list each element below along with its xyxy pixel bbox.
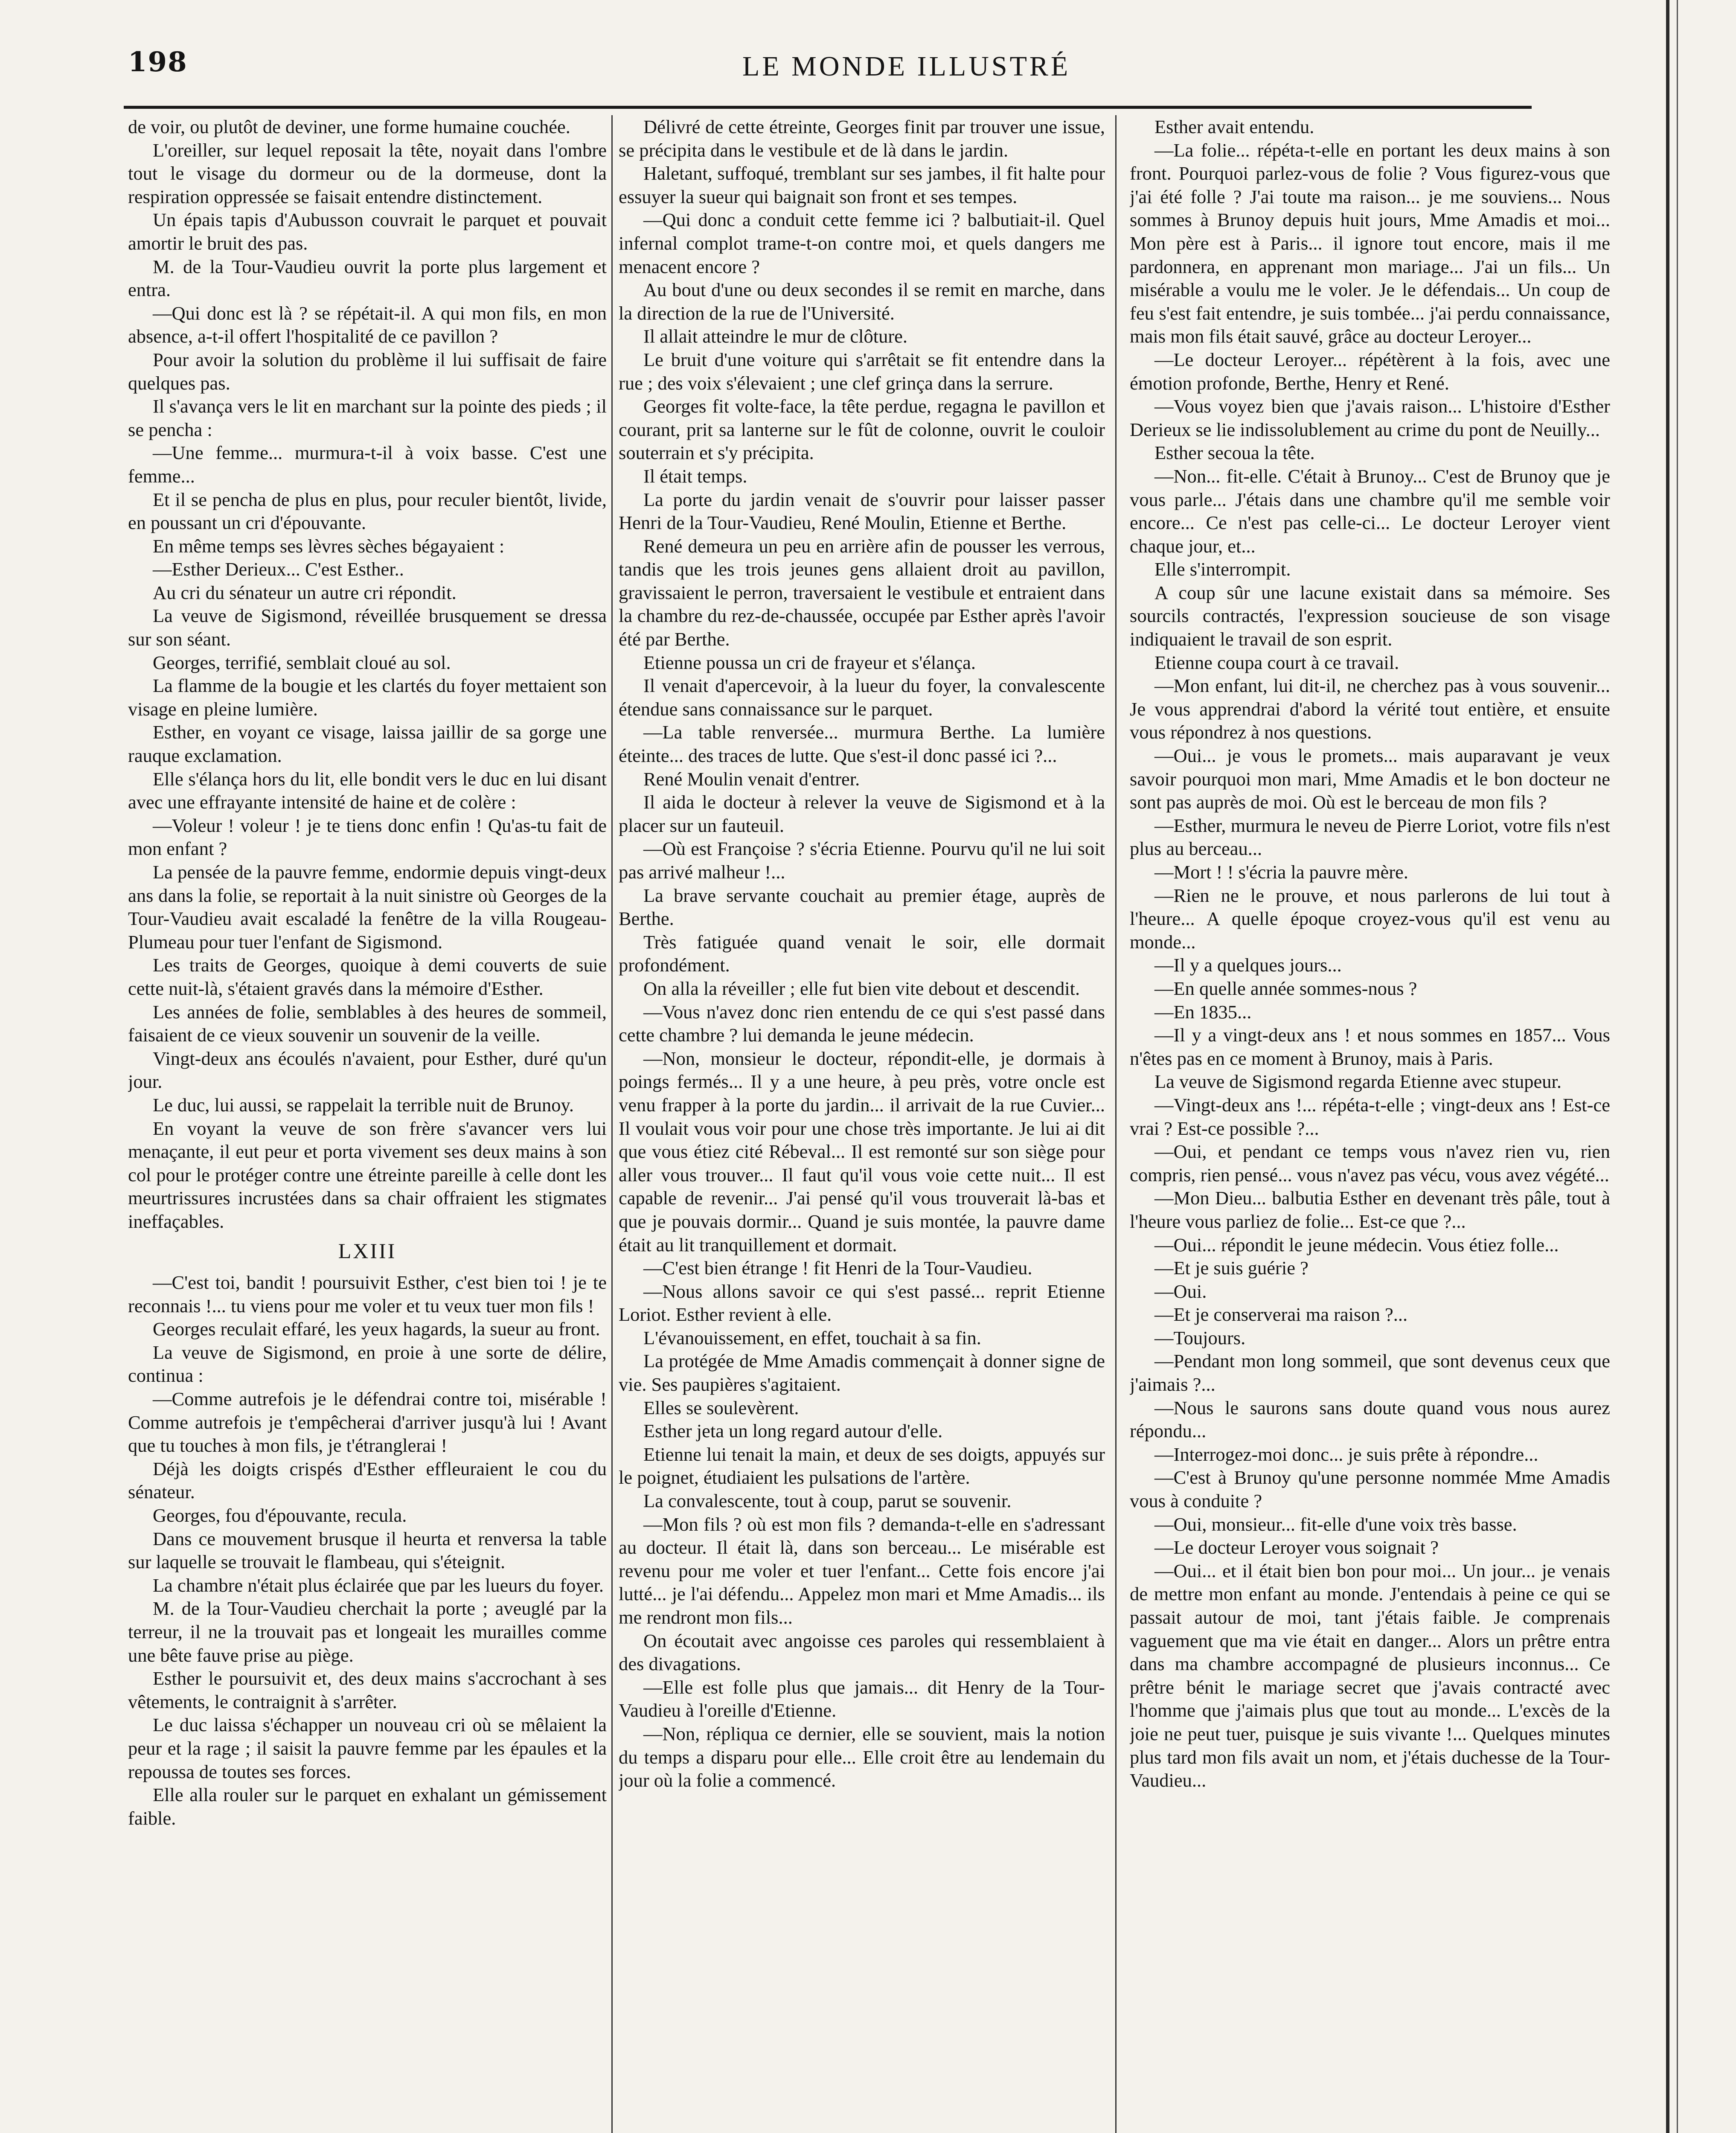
paragraph: —Non... fit-elle. C'était à Brunoy... C'est de Brunoy que je vous parle... J'étais dans une chambre qu'il me semble voir encore... Ce n'est pas celle-ci... Le docteur Leroyer vient chaque jour, et...	[1130, 465, 1610, 557]
page-binding-edge-shadow	[1677, 0, 1678, 2133]
paragraph: —Oui, et pendant ce temps vous n'avez rien vu, rien compris, rien pensé... vous n'avez pas vécu, vous avez végété...	[1130, 1141, 1610, 1186]
paragraph: On écoutait avec angoisse ces paroles qui ressemblaient à des divagations.	[619, 1630, 1105, 1675]
paragraph: —En 1835...	[1154, 1001, 1252, 1023]
paragraph: —Elle est folle plus que jamais... dit Henry de la Tour-Vaudieu à l'oreille d'Etienne.	[619, 1676, 1105, 1721]
paragraph: —C'est toi, bandit ! poursuivit Esther, c'est bien toi ! je te reconnais !... tu viens pour me voler et tu veux tuer mon fils !	[128, 1272, 607, 1316]
paragraph: —Vingt-deux ans !... répéta-t-elle ; vingt-deux ans ! Est-ce vrai ? Est-ce possible ?...	[1130, 1094, 1610, 1139]
paragraph: de voir, ou plutôt de deviner, une forme humaine couchée.	[128, 116, 570, 137]
paragraph: Délivré de cette étreinte, Georges finit par trouver une issue, se précipita dans le vestibule et de là dans le jardin.	[619, 116, 1105, 161]
paragraph: En même temps ses lèvres sèches bégayaient :	[153, 535, 505, 557]
paragraph: —Vous n'avez donc rien entendu de ce qui s'est passé dans cette chambre ? lui demanda le jeune médecin.	[619, 1001, 1105, 1046]
journal-title: LE MONDE ILLUSTRÉ	[742, 51, 1071, 82]
paragraph: —Mon Dieu... balbutia Esther en devenant très pâle, tout à l'heure vous parliez de folie... Est-ce que ?...	[1130, 1187, 1610, 1232]
paragraph: Etienne lui tenait la main, et deux de ses doigts, appuyés sur le poignet, étudiaient les pulsations de l'artère.	[619, 1443, 1105, 1488]
paragraph: —Il y a quelques jours...	[1154, 954, 1342, 976]
paragraph: —Toujours.	[1154, 1327, 1246, 1348]
column-3	[1130, 115, 1610, 2133]
paragraph: —La folie... répéta-t-elle en portant les deux mains à son front. Pourquoi parlez-vous de folie ? Vous figurez-vous que j'ai été folle ? J'ai toute ma raison... je me souviens... Nous sommes à Brunoy depuis huit jours, Mme Amadis et moi... Mon père est à Paris... il ignore tout encore, mais il me pardonnera, en apprenant mon mariage... J'ai un fils... Un misérable a voulu me le voler. Je le défendais... Un coup de feu s'est fait entendre, je suis tombée... j'ai perdu connaissance, mais mon fils était sauvé, grâce au docteur Leroyer...	[1130, 139, 1610, 347]
column-divider-2	[1115, 115, 1117, 2133]
paragraph: Elle s'élança hors du lit, elle bondit vers le duc en lui disant avec une effrayante intensité de haine et de colère :	[128, 768, 607, 813]
paragraph: Il aida le docteur à relever la veuve de Sigismond et à la placer sur un fauteuil.	[619, 791, 1105, 836]
paragraph: Haletant, suffoqué, tremblant sur ses jambes, il fit halte pour essuyer la sueur qui baignait son front et ses tempes.	[619, 163, 1105, 207]
paragraph: Dans ce mouvement brusque il heurta et renversa la table sur laquelle se trouvait le flambeau, qui s'éteignit.	[128, 1528, 607, 1573]
paragraph: —Il y a vingt-deux ans ! et nous sommes en 1857... Vous n'êtes pas en ce moment à Brunoy, mais à Paris.	[1130, 1024, 1610, 1069]
paragraph: Il venait d'apercevoir, à la lueur du foyer, la convalescente étendue sans connaissance sur le parquet.	[619, 675, 1105, 720]
paragraph: —Esther Derieux... C'est Esther..	[153, 558, 404, 580]
paragraph: Très fatiguée quand venait le soir, elle dormait profondément.	[619, 931, 1105, 976]
paragraph: Un épais tapis d'Aubusson couvrait le parquet et pouvait amortir le bruit des pas.	[128, 209, 607, 254]
paragraph: L'évanouissement, en effet, touchait à sa fin.	[643, 1327, 981, 1348]
paragraph: —Oui, monsieur... fit-elle d'une voix très basse.	[1154, 1513, 1517, 1535]
paragraph: —Où est Françoise ? s'écria Etienne. Pourvu qu'il ne lui soit pas arrivé malheur !...	[619, 838, 1105, 883]
column-divider-1	[611, 115, 613, 2133]
page-number: 198	[128, 46, 188, 78]
paragraph: Georges, fou d'épouvante, recula.	[153, 1505, 407, 1526]
paragraph: —Le docteur Leroyer vous soignait ?	[1154, 1537, 1439, 1558]
column-2	[619, 115, 1105, 2133]
paragraph: —Interrogez-moi donc... je suis prête à répondre...	[1154, 1443, 1538, 1465]
paragraph: Esther avait entendu.	[1154, 116, 1314, 137]
paragraph: Georges, terrifié, semblait cloué au sol.	[153, 651, 451, 673]
paragraph: —Pendant mon long sommeil, que sont devenus ceux que j'aimais ?...	[1130, 1350, 1610, 1395]
paragraph: Etienne poussa un cri de frayeur et s'élança.	[643, 651, 976, 673]
paragraph: —Oui... et il était bien bon pour moi... Un jour... je venais de mettre mon enfant au monde. J'entendais à peine ce qui se passait autour de moi, tant j'étais faible. Je comprenais vaguement que ma vie était en danger... Alors un prêtre entra dans ma chambre accompagné de plusieurs inconnus... Ce prêtre bénit le mariage secret que j'avais contracté avec l'homme que j'aimais plus que tout au monde... L'excès de la joie ne peut tuer, puisque je suis vivante !... Quelques minutes plus tard mon fils avait un nom, et j'étais duchesse de la Tour-Vaudieu...	[1130, 1560, 1610, 1791]
paragraph: —Voleur ! voleur ! je te tiens donc enfin ! Qu'as-tu fait de mon enfant ?	[128, 814, 607, 860]
paragraph: Au cri du sénateur un autre cri répondit.	[153, 581, 457, 603]
paragraph: Déjà les doigts crispés d'Esther effleuraient le cou du sénateur.	[128, 1458, 607, 1503]
paragraph: La convalescente, tout à coup, parut se souvenir.	[643, 1490, 1012, 1512]
paragraph: Esther jeta un long regard autour d'elle.	[643, 1420, 943, 1442]
column-1	[128, 115, 607, 2133]
paragraph: La veuve de Sigismond, réveillée brusquement se dressa sur son séant.	[128, 605, 607, 650]
paragraph: —Oui... répondit le jeune médecin. Vous étiez folle...	[1154, 1234, 1559, 1255]
paragraph: Etienne coupa court à ce travail.	[1154, 651, 1399, 673]
paragraph: M. de la Tour-Vaudieu ouvrit la porte plus largement et entra.	[128, 256, 607, 301]
paragraph: Il s'avança vers le lit en marchant sur la pointe des pieds ; il se pencha :	[128, 395, 607, 440]
paragraph: —Mon fils ? où est mon fils ? demanda-t-elle en s'adressant au docteur. Il était là, dans son berceau... Le misérable est revenu pour me voler et tuer l'enfant... Cette fois encore j'ai lutté... je l'ai défendu... Appelez mon mari et Mme Amadis... ils me rendront mon fils...	[619, 1513, 1105, 1628]
paragraph: —Le docteur Leroyer... répétèrent à la fois, avec une émotion profonde, Berthe, Henry et René.	[1130, 349, 1610, 394]
paragraph: La brave servante couchait au premier étage, auprès de Berthe.	[619, 884, 1105, 930]
paragraph: —Oui... je vous le promets... mais auparavant je veux savoir pourquoi mon mari, Mme Amadis et le bon docteur ne sont pas auprès de moi. Où est le berceau de mon fils ?	[1130, 745, 1610, 813]
paragraph: Les années de folie, semblables à des heures de sommeil, faisaient de ce vieux souvenir un souvenir de la veille.	[128, 1001, 607, 1046]
page-binding-edge	[1666, 0, 1669, 2133]
paragraph: —Nous allons savoir ce qui s'est passé... reprit Etienne Loriot. Esther revient à elle.	[619, 1280, 1105, 1325]
paragraph: La pensée de la pauvre femme, endormie depuis vingt-deux ans dans la folie, se reportait à la nuit sinistre où Georges de la Tour-Vaudieu avait escaladé la fenêtre de la villa Rougeau-Plumeau pour tuer l'enfant de Sigismond.	[128, 861, 607, 953]
paragraph: Le duc laissa s'échapper un nouveau cri où se mêlaient la peur et la rage ; il saisit la pauvre femme par les épaules et la repoussa de toutes ses forces.	[128, 1714, 607, 1782]
chapter-heading: LXIII	[338, 1238, 397, 1263]
paragraph: —Nous le saurons sans doute quand vous nous aurez répondu...	[1130, 1397, 1610, 1442]
paragraph: L'oreiller, sur lequel reposait la tête, noyait dans l'ombre tout le visage du dormeur ou de la dormeuse, dont la respiration oppressée se faisait entendre distinctement.	[128, 139, 607, 207]
paragraph: Elle alla rouler sur le parquet en exhalant un gémissement faible.	[128, 1784, 607, 1829]
paragraph: René Moulin venait d'entrer.	[643, 768, 860, 790]
paragraph: —C'est à Brunoy qu'une personne nommée Mme Amadis vous à conduite ?	[1130, 1467, 1610, 1512]
paragraph: —Rien ne le prouve, et nous parlerons de lui tout à l'heure... A quelle époque croyez-vous qu'il est venu au monde...	[1130, 884, 1610, 953]
paragraph: —Et je suis guérie ?	[1154, 1257, 1309, 1279]
header-rule	[124, 106, 1532, 109]
paragraph: —Une femme... murmura-t-il à voix basse. C'est une femme...	[128, 442, 607, 487]
paragraph: —Non, monsieur le docteur, répondit-elle, je dormais à poings fermés... Il y a une heure, à peu près, votre oncle est venu frapper à la porte du jardin... il arrivait de la rue Cuvier... Il voulait vous voir pour une chose très importante. Je lui ai dit que vous étiez cité Rébeval... Il est remonté sur son siège pour aller vous trouver... Il faut qu'il vous voie cette nuit... Il est capable de revenir... J'ai pensé qu'il vous trouverait là-bas et que je pouvais dormir... Quand je suis montée, la pauvre dame était au lit tranquillement et dormait.	[619, 1047, 1105, 1255]
paragraph: —Qui donc est là ? se répétait-il. A qui mon fils, en mon absence, a-t-il offert l'hospitalité de ce pavillon ?	[128, 302, 607, 347]
paragraph: Elles se soulevèrent.	[643, 1397, 799, 1418]
paragraph: La chambre n'était plus éclairée que par les lueurs du foyer.	[153, 1574, 604, 1596]
paragraph: Esther secoua la tête.	[1154, 442, 1315, 464]
paragraph: Pour avoir la solution du problème il lui suffisait de faire quelques pas.	[128, 349, 607, 394]
paragraph: La flamme de la bougie et les clartés du foyer mettaient son visage en pleine lumière.	[128, 675, 607, 720]
paragraph: A coup sûr une lacune existait dans sa mémoire. Ses sourcils contractés, l'expression soucieuse de son visage indiquaient le travail de son esprit.	[1130, 581, 1610, 650]
paragraph: —En quelle année sommes-nous ?	[1154, 977, 1417, 999]
paragraph: Georges fit volte-face, la tête perdue, regagna le pavillon et courant, prit sa lanterne sur le fût de colonne, ouvrit le couloir souterrain et s'y précipita.	[619, 395, 1105, 464]
paragraph: —Esther, murmura le neveu de Pierre Loriot, votre fils n'est plus au berceau...	[1130, 814, 1610, 860]
paragraph: —Qui donc a conduit cette femme ici ? balbutiait-il. Quel infernal complot trame-t-on contre moi, et quels dangers me menacent encore ?	[619, 209, 1105, 277]
paragraph: —Mon enfant, lui dit-il, ne cherchez pas à vous souvenir... Je vous apprendrai d'abord la vérité tout entière, et ensuite vous répondrez à nos questions.	[1130, 675, 1610, 743]
paragraph: —C'est bien étrange ! fit Henri de la Tour-Vaudieu.	[643, 1257, 1032, 1279]
paragraph: Elle s'interrompit.	[1154, 558, 1291, 580]
paragraph: Il était temps.	[643, 465, 747, 487]
paragraph: Le duc, lui aussi, se rappelait la terrible nuit de Brunoy.	[153, 1094, 574, 1116]
paragraph: —La table renversée... murmura Berthe. La lumière éteinte... des traces de lutte. Que s'est-il donc passé ici ?...	[619, 721, 1105, 767]
paragraph: La protégée de Mme Amadis commençait à donner signe de vie. Ses paupières s'agitaient.	[619, 1350, 1105, 1395]
paragraph: Les traits de Georges, quoique à demi couverts de suie cette nuit-là, s'étaient gravés dans la mémoire d'Esther.	[128, 954, 607, 999]
paragraph: Georges reculait effaré, les yeux hagards, la sueur au front.	[153, 1318, 600, 1340]
paragraph: Esther, en voyant ce visage, laissa jaillir de sa gorge une rauque exclamation.	[128, 721, 607, 767]
paragraph: On alla la réveiller ; elle fut bien vite debout et descendit.	[643, 977, 1080, 999]
paragraph: —Oui.	[1154, 1280, 1207, 1302]
paragraph: —Mort ! ! s'écria la pauvre mère.	[1154, 861, 1408, 883]
paragraph: —Comme autrefois je le défendrai contre toi, misérable ! Comme autrefois je t'empêcherai d'arriver jusqu'à lui ! Avant que tu touches à mon fils, je t'étranglerai !	[128, 1388, 607, 1456]
paragraph: —Vous voyez bien que j'avais raison... L'histoire d'Esther Derieux se lie indissolublement au crime du pont de Neuilly...	[1130, 395, 1610, 440]
paragraph: Au bout d'une ou deux secondes il se remit en marche, dans la direction de la rue de l'Université.	[619, 279, 1105, 324]
paragraph: La veuve de Sigismond regarda Etienne avec stupeur.	[1154, 1071, 1562, 1093]
paragraph: La porte du jardin venait de s'ouvrir pour laisser passer Henri de la Tour-Vaudieu, René Moulin, Etienne et Berthe.	[619, 488, 1105, 534]
paragraph: M. de la Tour-Vaudieu cherchait la porte ; aveuglé par la terreur, il ne la trouvait pas et longeait les murailles comme une bête fauve prise au piège.	[128, 1598, 607, 1666]
paragraph: —Et je conserverai ma raison ?...	[1154, 1304, 1408, 1325]
paragraph: Esther le poursuivit et, des deux mains s'accrochant à ses vêtements, le contraignit à s'arrêter.	[128, 1668, 607, 1712]
paragraph: —Non, répliqua ce dernier, elle se souvient, mais la notion du temps a disparu pour elle... Elle croit être au lendemain du jour où la folie a commencé.	[619, 1723, 1105, 1791]
paragraph: René demeura un peu en arrière afin de pousser les verrous, tandis que les trois jeunes gens allaient droit au pavillon, gravissaient le perron, traversaient le vestibule et entraient dans la chambre du rez-de-chaussée, occupée par Esther après l'avoir été par Berthe.	[619, 535, 1105, 650]
paragraph: En voyant la veuve de son frère s'avancer vers lui menaçante, il eut peur et porta vivement ses deux mains à son col pour le protéger contre une étreinte pareille à celle dont les meurtrissures incrustées dans sa chair offraient les stigmates ineffaçables.	[128, 1117, 607, 1232]
paragraph: La veuve de Sigismond, en proie à une sorte de délire, continua :	[128, 1341, 607, 1386]
paragraph: Le bruit d'une voiture qui s'arrêtait se fit entendre dans la rue ; des voix s'élevaient ; une clef grinça dans la serrure.	[619, 349, 1105, 394]
paragraph: Et il se pencha de plus en plus, pour reculer bientôt, livide, en poussant un cri d'épouvante.	[128, 488, 607, 534]
paragraph: Il allait atteindre le mur de clôture.	[643, 325, 908, 347]
paragraph: Vingt-deux ans écoulés n'avaient, pour Esther, duré qu'un jour.	[128, 1047, 607, 1093]
